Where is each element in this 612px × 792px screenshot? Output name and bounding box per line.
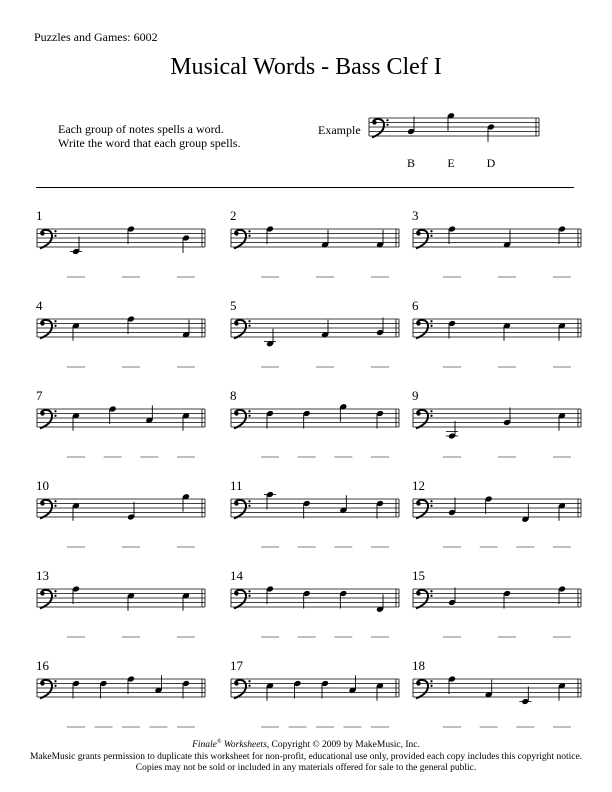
note <box>127 226 135 244</box>
puzzle-12 <box>412 478 592 558</box>
note <box>446 421 458 439</box>
puzzle-staff <box>230 298 410 378</box>
bass-clef-icon <box>416 320 433 339</box>
puzzle-4 <box>36 298 216 378</box>
example-note-letter: D <box>486 156 496 170</box>
note <box>127 316 135 334</box>
puzzle-7 <box>36 388 216 468</box>
note <box>407 117 415 135</box>
puzzle-number: 1 <box>36 208 43 223</box>
page-title: Musical Words - Bass Clef I <box>170 54 442 80</box>
puzzle-number: 10 <box>36 478 49 493</box>
note <box>321 680 329 698</box>
note <box>447 113 455 131</box>
note <box>448 320 456 338</box>
bass-clef-icon <box>234 320 251 339</box>
note <box>519 687 531 705</box>
puzzle-number: 9 <box>412 388 419 403</box>
bass-clef-icon <box>40 230 57 249</box>
note <box>448 676 456 694</box>
note <box>264 491 276 509</box>
bass-clef-icon <box>234 680 251 699</box>
puzzle-2 <box>230 208 410 288</box>
puzzle-8 <box>230 388 410 468</box>
note <box>503 590 511 608</box>
note <box>155 675 163 693</box>
note <box>266 682 274 700</box>
puzzle-number: 6 <box>412 298 419 313</box>
note <box>448 226 456 244</box>
puzzle-staff <box>230 658 410 738</box>
note <box>109 406 117 424</box>
note <box>303 590 311 608</box>
note <box>376 500 384 518</box>
note <box>503 408 511 426</box>
bass-clef-icon <box>234 590 251 609</box>
note <box>376 594 384 612</box>
bass-clef-icon <box>40 590 57 609</box>
note <box>182 320 190 338</box>
puzzle-13 <box>36 568 216 648</box>
note <box>339 403 347 421</box>
footer-copyright-line <box>0 737 612 752</box>
puzzle-staff <box>230 478 410 558</box>
registered-mark: ® <box>216 739 222 745</box>
note <box>485 496 493 514</box>
puzzle-number: 16 <box>36 658 49 673</box>
puzzle-staff <box>36 568 216 648</box>
note <box>72 680 80 698</box>
note <box>182 493 190 511</box>
puzzle-18 <box>412 658 592 738</box>
note <box>521 504 529 522</box>
note <box>503 322 511 340</box>
note <box>182 235 190 253</box>
puzzle-1 <box>36 208 216 288</box>
note <box>349 675 357 693</box>
bass-clef-icon <box>416 410 433 429</box>
worksheet-code: Puzzles and Games: 6002 <box>34 30 158 44</box>
example-staff-svg <box>367 113 547 153</box>
note <box>127 502 135 520</box>
example-staff <box>367 113 547 158</box>
footer-permission-line: MakeMusic grants permission to duplicate this worksheet for non-profit, educational use only, provided each copy includes this copyright notice. <box>29 751 583 762</box>
puzzle-9 <box>412 388 592 468</box>
puzzle-staff <box>36 388 216 468</box>
puzzle-number: 13 <box>36 568 49 583</box>
note <box>321 230 329 248</box>
note <box>487 124 495 142</box>
note <box>264 329 276 347</box>
bass-clef-icon <box>416 680 433 699</box>
puzzle-staff <box>412 658 592 738</box>
puzzle-17 <box>230 658 410 738</box>
puzzle-number: 15 <box>412 568 425 583</box>
puzzle-14 <box>230 568 410 648</box>
puzzle-number: 11 <box>230 478 243 493</box>
bass-clef-icon <box>40 410 57 429</box>
note <box>72 502 80 520</box>
footer-brand-suffix: Worksheets <box>221 740 267 751</box>
puzzle-staff <box>412 478 592 558</box>
note <box>294 680 302 698</box>
note <box>72 412 80 430</box>
note <box>503 230 511 248</box>
note <box>303 410 311 428</box>
puzzle-number: 3 <box>412 208 419 223</box>
puzzle-staff <box>412 568 592 648</box>
note <box>127 592 135 610</box>
puzzle-number: 4 <box>36 298 43 313</box>
note <box>558 586 566 604</box>
puzzle-staff <box>412 208 592 288</box>
instructions-line-1: Each group of notes spells a word. <box>58 122 224 136</box>
bass-clef-icon <box>40 320 57 339</box>
bass-clef-icon <box>234 230 251 249</box>
note <box>558 682 566 700</box>
instructions <box>58 122 240 150</box>
puzzle-15 <box>412 568 592 648</box>
instructions-line-2: Write the word that each group spells. <box>58 136 241 150</box>
bass-clef-icon <box>234 500 251 519</box>
puzzle-number: 8 <box>230 388 237 403</box>
note <box>558 412 566 430</box>
puzzle-number: 17 <box>230 658 243 673</box>
note <box>558 502 566 520</box>
puzzle-staff <box>36 478 216 558</box>
footer-brand: Finale <box>192 740 217 751</box>
puzzle-16 <box>36 658 216 738</box>
note <box>558 322 566 340</box>
footer-restriction-line: Copies may not be sold or included in any materials offered for sale to the general public. <box>135 763 477 774</box>
puzzle-staff <box>36 208 216 288</box>
puzzle-staff <box>230 388 410 468</box>
note <box>72 586 80 604</box>
footer-copyright: , Copyright © 2009 by MakeMusic, Inc. <box>266 740 420 751</box>
bass-clef-icon <box>416 230 433 249</box>
note <box>266 586 274 604</box>
puzzle-number: 5 <box>230 298 237 313</box>
puzzle-staff <box>36 298 216 378</box>
puzzle-6 <box>412 298 592 378</box>
note <box>321 320 329 338</box>
divider-line <box>36 187 574 188</box>
bass-clef-icon <box>40 680 57 699</box>
puzzle-number: 12 <box>412 478 425 493</box>
note <box>145 405 153 423</box>
puzzle-staff <box>230 568 410 648</box>
puzzle-staff <box>36 658 216 738</box>
bass-clef-icon <box>372 119 389 138</box>
note <box>448 588 456 606</box>
note <box>303 500 311 518</box>
note <box>339 590 347 608</box>
note <box>376 230 384 248</box>
puzzle-number: 14 <box>230 568 243 583</box>
note <box>376 410 384 428</box>
note <box>72 322 80 340</box>
note <box>376 318 384 336</box>
note <box>485 680 493 698</box>
note <box>100 680 108 698</box>
note <box>266 226 274 244</box>
bass-clef-icon <box>416 590 433 609</box>
note <box>127 676 135 694</box>
note <box>339 495 347 513</box>
note <box>376 682 384 700</box>
puzzle-3 <box>412 208 592 288</box>
example-note-letter: E <box>447 156 455 170</box>
note <box>558 226 566 244</box>
puzzle-5 <box>230 298 410 378</box>
example-label: Example <box>318 123 361 137</box>
puzzle-11 <box>230 478 410 558</box>
bass-clef-icon <box>234 410 251 429</box>
bass-clef-icon <box>40 500 57 519</box>
example-note-letter: B <box>406 156 415 170</box>
bass-clef-icon <box>416 500 433 519</box>
note <box>448 498 456 516</box>
puzzle-number: 7 <box>36 388 43 403</box>
puzzle-staff <box>230 208 410 288</box>
footer <box>0 737 612 775</box>
puzzle-staff <box>412 298 592 378</box>
puzzle-10 <box>36 478 216 558</box>
note <box>182 592 190 610</box>
note <box>70 237 82 255</box>
note <box>182 412 190 430</box>
puzzle-staff <box>412 388 592 468</box>
note <box>182 680 190 698</box>
puzzle-number: 2 <box>230 208 237 223</box>
note <box>266 410 274 428</box>
puzzle-number: 18 <box>412 658 425 673</box>
